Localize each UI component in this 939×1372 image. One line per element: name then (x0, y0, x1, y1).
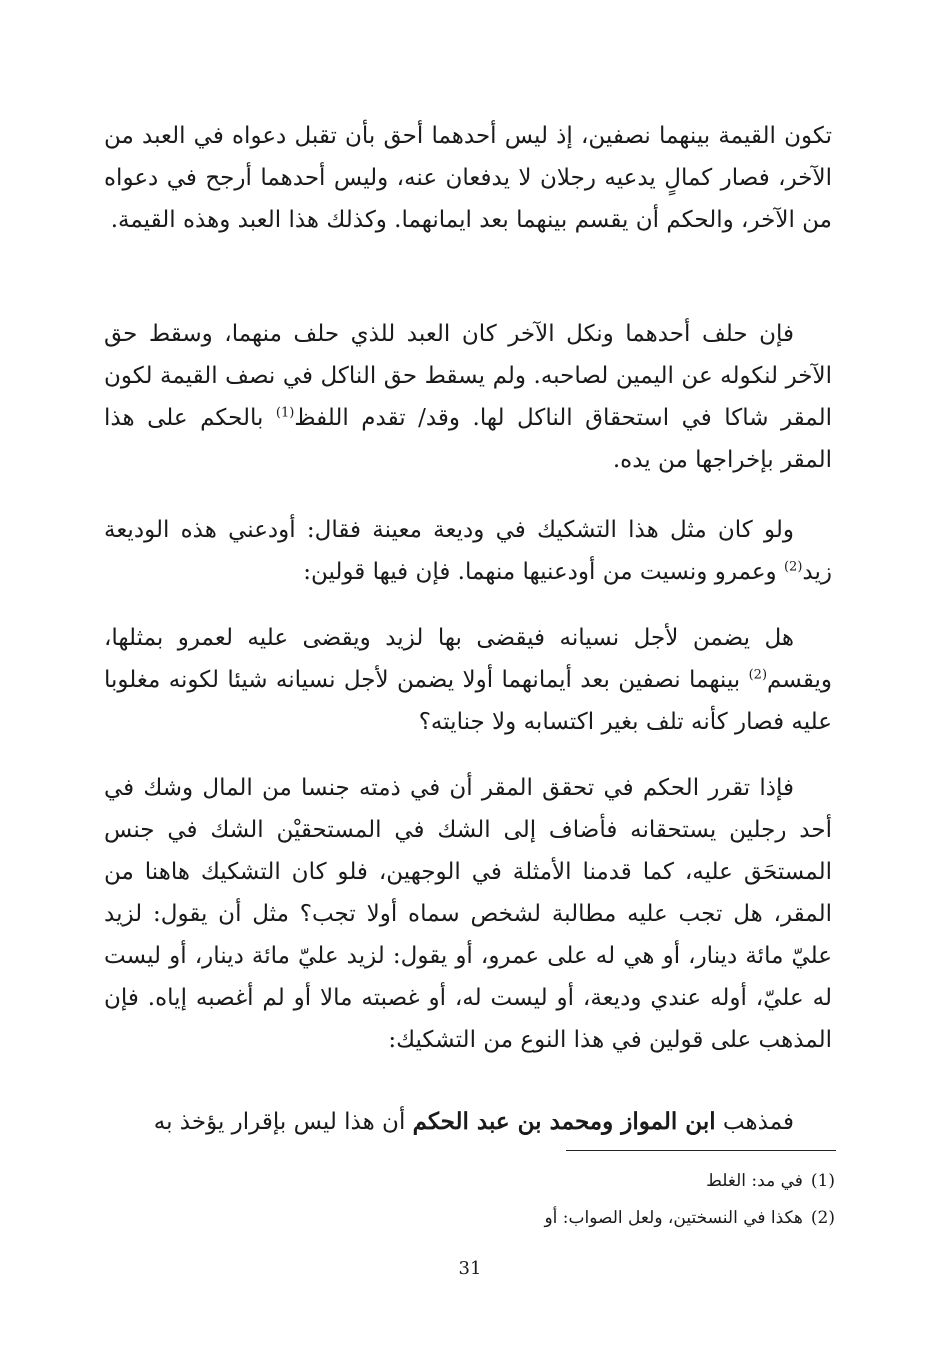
paragraph-2 (104, 313, 832, 481)
footnote-1-text: في مد: الغلط (706, 1171, 803, 1191)
paragraph-1 (104, 115, 832, 241)
footnote-ref-1: (1) (275, 405, 295, 421)
paragraph-5 (104, 767, 832, 1061)
footnote-2-text: هكذا في النسختين، ولعل الصواب: أو (544, 1208, 803, 1228)
paragraph-3 (104, 509, 832, 593)
paragraph-3-text-a: ولو كان مثل هذا التشكيك في وديعة معينة فقال: أودعني هذه الوديعة زيد (104, 517, 832, 585)
footnote-2 (440, 1204, 835, 1232)
footnote-ref-2: (2) (783, 559, 803, 575)
paragraph-5-text: فإذا تقرر الحكم في تحقق المقر أن في ذمته جنسا من المال وشك في أحد رجلين يستحقانه فأضاف إلى الشك في المستحقيْن الشك في جنس المستحَق عليه، كما قدمنا الأمثلة في الوجهين، فلو كان التشكيك هاهنا من المقر، هل تجب عليه مطالبة لشخص سماه أولا تجب؟ مثل أن يقول: لزيد عليّ مائة دينار، أو هي له على عمرو، أو يقول: لزيد عليّ مائة دينار، أو ليست له عليّ، أوله عندي وديعة، أو ليست له، أو غصبته مالا أو لم أغصبه إياه. فإن المذهب على قولين في هذا النوع من التشكيك: (104, 775, 832, 1053)
paragraph-6-lead: فمذهب (715, 1109, 794, 1135)
footnote-ref-3: (2) (748, 667, 768, 683)
paragraph-4-text-b: بينهما نصفين بعد أيمانهما أولا يضمن لأجل نسيانه شيئا لكونه مغلوبا عليه فصار كأنه تلف بغير اكتسابه ولا جنايته؟ (104, 667, 832, 735)
paragraph-2-text-a: فإن حلف أحدهما ونكل الآخر كان العبد للذي حلف منهما، وسقط حق الآخر لنكوله عن اليمين لصاحبه. ولم يسقط حق الناكل في نصف القيمة لكون المقر شاكا في استحقاق الناكل لها. وقد/ تقدم اللفظ (104, 321, 832, 431)
paragraph-4 (104, 617, 832, 743)
footnote-2-number: (2) (810, 1208, 835, 1228)
footnote-1-number: (1) (810, 1171, 835, 1191)
page-number: 31 (458, 1258, 482, 1279)
paragraph-6-rest: أن هذا ليس بإقرار يؤخذ به (153, 1109, 413, 1135)
paragraph-6 (104, 1101, 832, 1143)
paragraph-4-text-a: هل يضمن لأجل نسيانه فيقضى بها لزيد ويقضى عليه لعمرو بمثلها، ويقسم (104, 625, 832, 693)
paragraph-1-text: تكون القيمة بينهما نصفين، إذ ليس أحدهما أحق بأن تقبل دعواه في العبد من الآخر، فصار كمالٍ يدعيه رجلان لا يدفعان عنه، وليس أحدهما أرجح في دعواه من الآخر، والحكم أن يقسم بينهما بعد ايمانهما. وكذلك هذا العبد وهذه القيمة. (104, 123, 832, 233)
paragraph-3-text-b: وعمرو ونسيت من أودعنيها منهما. فإن فيها قولين: (303, 559, 784, 585)
footnote-1 (440, 1167, 835, 1195)
paragraph-6-bold-names: ابن المواز ومحمد بن عبد الحكم (412, 1108, 716, 1135)
paragraph-2-text-b: بالحكم على هذا المقر بإخراجها من يده. (104, 405, 832, 473)
footnote-divider (566, 1150, 836, 1151)
